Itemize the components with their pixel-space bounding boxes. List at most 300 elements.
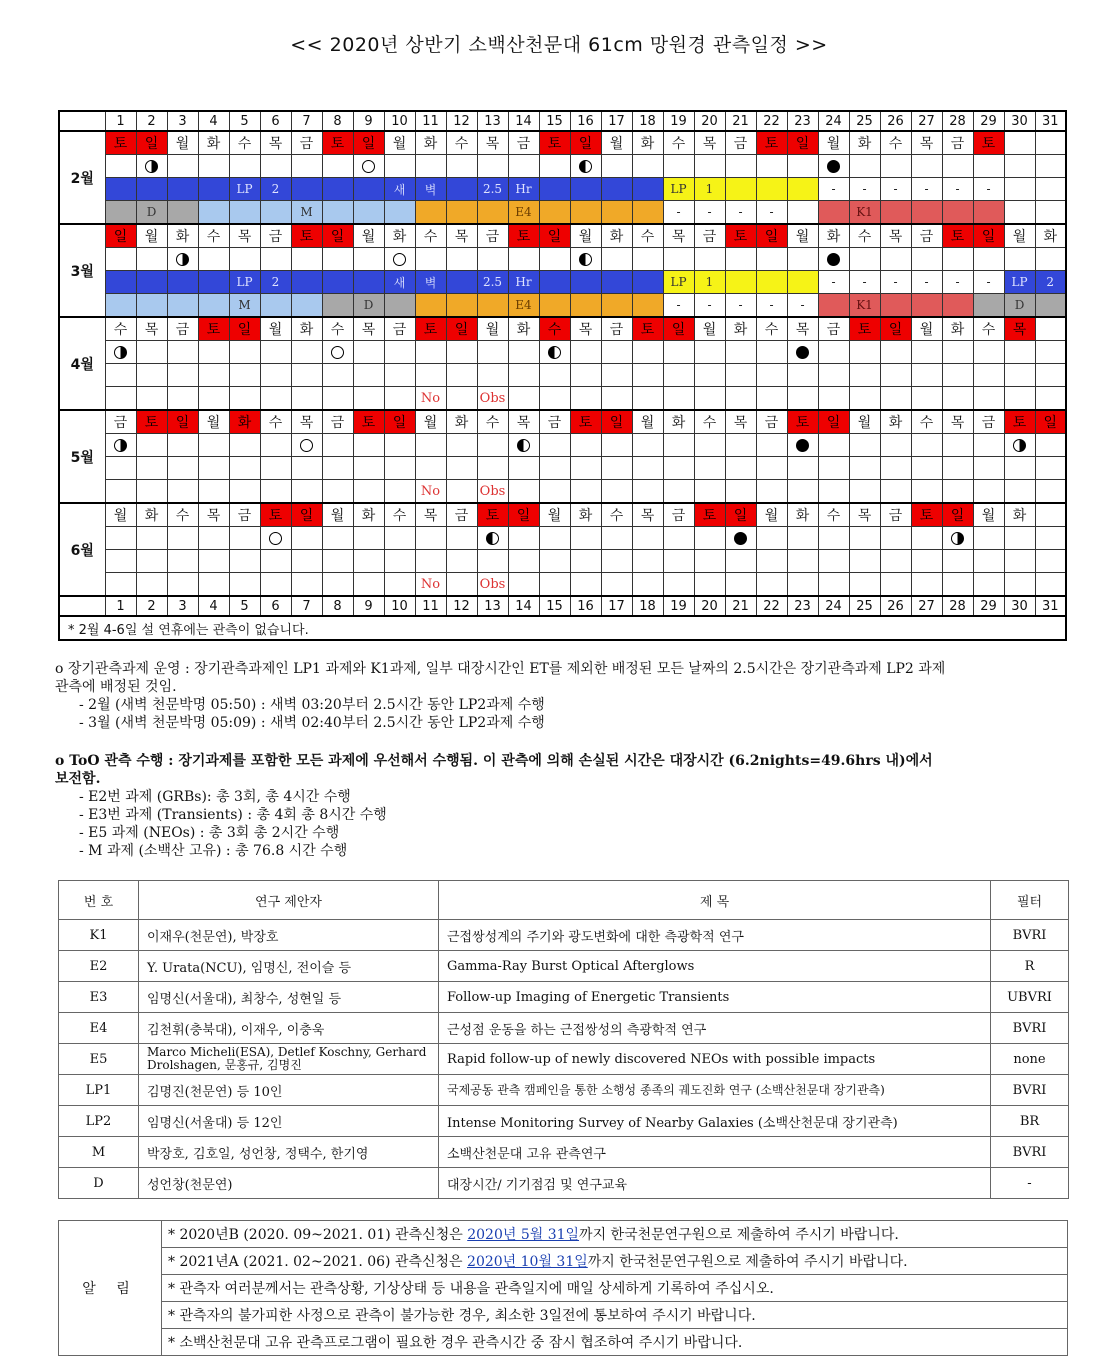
schedule-cell	[446, 201, 477, 225]
weekday-cell: 목	[663, 224, 694, 248]
schedule-cell	[880, 457, 911, 480]
schedule-cell	[756, 573, 787, 597]
schedule-cell	[663, 294, 694, 318]
weekday-cell: 토	[198, 317, 229, 341]
weekday-row	[59, 503, 1066, 527]
first-quarter-moon-icon	[114, 346, 127, 359]
schedule-label: 2.5	[482, 181, 503, 196]
project-title: 국제공동 관측 캠페인을 통한 소행성 종족의 궤도진화 연구 (소백산천문대 장기관측)	[439, 1075, 991, 1106]
project-id: E4	[59, 1013, 139, 1044]
weekday-cell: 화	[508, 317, 539, 341]
weekday-cell: 금	[260, 224, 291, 248]
schedule-cell	[756, 387, 787, 411]
schedule-label: 1	[705, 181, 714, 196]
schedule-cell	[880, 573, 911, 597]
schedule-row	[59, 387, 1066, 411]
weekday-cell: 수	[880, 131, 911, 155]
day-number: 4	[198, 596, 229, 616]
last-quarter-moon-icon	[486, 532, 499, 545]
first-quarter-moon-icon	[1013, 439, 1026, 452]
schedule-cell	[880, 271, 911, 294]
weekday-cell: 화	[787, 503, 818, 527]
schedule-cell	[322, 573, 353, 597]
weekday-cell: 토	[508, 224, 539, 248]
weekday-cell: 수	[260, 410, 291, 434]
schedule-cell	[725, 387, 756, 411]
day-number: 11	[415, 596, 446, 616]
schedule-label: LP	[670, 274, 687, 289]
weekday-cell: 토	[756, 131, 787, 155]
weekday-cell: 월	[756, 503, 787, 527]
project-table	[58, 880, 1069, 1199]
weekday-cell: 목	[849, 503, 880, 527]
weekday-cell: 일	[570, 131, 601, 155]
weekday-cell: 토	[973, 131, 1004, 155]
weekday-cell: 금	[880, 503, 911, 527]
schedule-cell	[694, 364, 725, 387]
schedule-cell	[942, 550, 973, 573]
schedule-cell	[353, 178, 384, 201]
schedule-cell	[756, 201, 787, 225]
schedule-cell	[477, 550, 508, 573]
schedule-cell	[229, 387, 260, 411]
project-who: 임명신(서울대), 최창수, 성현일 등	[139, 982, 439, 1013]
schedule-label: 벽	[424, 182, 437, 197]
schedule-cell	[663, 201, 694, 225]
schedule-label: -	[955, 181, 960, 196]
schedule-label: M	[238, 297, 251, 312]
weekday-cell: 목	[880, 224, 911, 248]
schedule-cell	[167, 364, 198, 387]
project-title: 근성점 운동을 하는 근접쌍성의 측광학적 연구	[439, 1013, 991, 1044]
notice-box	[58, 1220, 1068, 1356]
schedule-cell	[725, 201, 756, 225]
schedule-cell	[601, 550, 632, 573]
schedule-cell	[1004, 201, 1035, 225]
weekday-cell: 금	[229, 503, 260, 527]
weekday-cell: 수	[756, 317, 787, 341]
weekday-cell: 월	[849, 410, 880, 434]
lp-item: - 3월 (새벽 천문박명 05:09) : 새벽 02:40부터 2.5시간 동안 LP2과제 수행	[79, 715, 545, 731]
day-number: 25	[849, 111, 880, 131]
project-id: LP1	[59, 1075, 139, 1106]
schedule-cell	[291, 364, 322, 387]
schedule-cell	[105, 294, 136, 318]
schedule-cell	[973, 178, 1004, 201]
new-moon-icon	[827, 160, 840, 173]
weekday-cell: 월	[384, 131, 415, 155]
schedule-cell	[508, 550, 539, 573]
schedule-cell	[446, 387, 477, 411]
schedule-cell	[601, 201, 632, 225]
weekday-cell: 월	[818, 131, 849, 155]
schedule-cell	[973, 271, 1004, 294]
schedule-label: K1	[856, 204, 873, 219]
schedule-cell	[601, 387, 632, 411]
project-id: E5	[59, 1044, 139, 1075]
schedule-cell	[539, 480, 570, 504]
weekday-cell: 수	[322, 317, 353, 341]
schedule-cell	[353, 550, 384, 573]
day-number: 10	[384, 596, 415, 616]
schedule-cell	[663, 457, 694, 480]
weekday-cell: 토	[787, 410, 818, 434]
weekday-cell: 일	[167, 410, 198, 434]
table-row	[59, 982, 1069, 1013]
schedule-cell	[849, 201, 880, 225]
lp-line1: o 장기관측과제 운영 : 장기관측과제인 LP1 과제와 K1과제, 일부 대장시간인 ET를 제외한 배정된 모든 날짜의 2.5시간은 장기관측과제 LP2 과제	[55, 661, 946, 677]
weekday-cell: 일	[601, 410, 632, 434]
schedule-cell	[1035, 364, 1066, 387]
schedule-cell	[570, 387, 601, 411]
schedule-label: No	[420, 576, 441, 592]
schedule-label: No	[420, 390, 441, 406]
schedule-cell	[849, 364, 880, 387]
notice-line: * 관측자 여러분께서는 관측상황, 기상상태 등 내용을 관측일지에 매일 상세하게 기록하여 주십시오.	[162, 1275, 1068, 1302]
schedule-row	[59, 271, 1066, 294]
schedule-cell	[508, 457, 539, 480]
weekday-cell: 월	[477, 317, 508, 341]
weekday-cell: 토	[291, 224, 322, 248]
weekday-cell: 금	[291, 131, 322, 155]
weekday-cell: 월	[694, 317, 725, 341]
schedule-cell	[725, 294, 756, 318]
weekday-cell: 수	[477, 410, 508, 434]
weekday-cell: 토	[322, 131, 353, 155]
schedule-label: 1	[705, 274, 714, 289]
schedule-cell	[849, 457, 880, 480]
project-filter: BVRI	[991, 1137, 1069, 1168]
weekday-cell: 월	[322, 503, 353, 527]
table-row	[59, 1137, 1069, 1168]
schedule-cell	[539, 550, 570, 573]
first-quarter-moon-icon	[951, 532, 964, 545]
weekday-cell: 화	[942, 317, 973, 341]
schedule-label: -	[738, 297, 743, 312]
schedule-cell	[818, 573, 849, 597]
weekday-cell: 월	[911, 317, 942, 341]
schedule-label: Obs	[479, 576, 506, 592]
schedule-cell	[167, 271, 198, 294]
schedule-cell	[322, 294, 353, 318]
schedule-cell	[229, 364, 260, 387]
day-number: 1	[105, 111, 136, 131]
weekday-cell: 화	[353, 503, 384, 527]
schedule-label: D	[1014, 297, 1025, 312]
day-number: 26	[880, 111, 911, 131]
schedule-cell	[1035, 457, 1066, 480]
weekday-cell: 금	[942, 131, 973, 155]
schedule-label: -	[707, 204, 712, 219]
schedule-cell	[787, 387, 818, 411]
schedule-cell	[663, 480, 694, 504]
day-number: 26	[880, 596, 911, 616]
project-title: 근접쌍성계의 주기와 광도변화에 대한 측광학적 연구	[439, 920, 991, 951]
schedule-cell	[229, 480, 260, 504]
day-number: 18	[632, 596, 663, 616]
project-who: Y. Urata(NCU), 임명신, 전이슬 등	[139, 951, 439, 982]
schedule-cell	[291, 178, 322, 201]
project-title: Intense Monitoring Survey of Nearby Galaxies (소백산천문대 장기관측)	[439, 1106, 991, 1137]
schedule-cell	[136, 201, 167, 225]
month-label: 4월	[59, 317, 105, 410]
day-number: 20	[694, 111, 725, 131]
schedule-cell	[384, 178, 415, 201]
schedule-cell	[477, 294, 508, 318]
weekday-cell: 목	[198, 503, 229, 527]
weekday-cell: 일	[942, 503, 973, 527]
table-row	[59, 1044, 1069, 1075]
day-number: 27	[911, 596, 942, 616]
schedule-cell	[229, 201, 260, 225]
schedule-cell	[632, 178, 663, 201]
schedule-cell	[1035, 271, 1066, 294]
schedule-cell	[911, 573, 942, 597]
schedule-cell	[353, 573, 384, 597]
schedule-cell	[477, 364, 508, 387]
weekday-cell: 수	[632, 224, 663, 248]
schedule-cell	[880, 364, 911, 387]
schedule-label: -	[769, 297, 774, 312]
schedule-cell	[229, 271, 260, 294]
project-who: 임명신(서울대) 등 12인	[139, 1106, 439, 1137]
schedule-cell	[663, 387, 694, 411]
schedule-cell	[539, 457, 570, 480]
deadline-link[interactable]: 2020년 10월 31일	[467, 1254, 588, 1270]
schedule-cell	[818, 364, 849, 387]
day-number: 24	[818, 111, 849, 131]
schedule-cell	[725, 364, 756, 387]
day-number: 28	[942, 111, 973, 131]
schedule-row	[59, 178, 1066, 201]
weekday-cell: 토	[539, 131, 570, 155]
table-row	[59, 1075, 1069, 1106]
month-label: 5월	[59, 410, 105, 503]
notice-line: * 2021년A (2021. 02~2021. 06) 관측신청은 2020년 10월 31일까지 한국천문연구원으로 제출하여 주시기 바랍니다.	[162, 1248, 1068, 1275]
new-moon-icon	[827, 253, 840, 266]
schedule-cell	[322, 271, 353, 294]
schedule-label: 2.5	[482, 274, 503, 289]
schedule-cell	[1004, 457, 1035, 480]
day-number: 22	[756, 596, 787, 616]
schedule-cell	[632, 271, 663, 294]
schedule-cell	[322, 387, 353, 411]
schedule-cell	[1035, 178, 1066, 201]
schedule-cell	[136, 550, 167, 573]
day-number: 15	[539, 111, 570, 131]
schedule-cell	[911, 294, 942, 318]
schedule-cell	[663, 573, 694, 597]
schedule-cell	[632, 387, 663, 411]
schedule-cell	[787, 550, 818, 573]
schedule-cell	[818, 294, 849, 318]
schedule-cell	[291, 294, 322, 318]
schedule-cell	[105, 387, 136, 411]
schedule-cell	[415, 201, 446, 225]
weekday-cell: 목	[136, 317, 167, 341]
day-number: 6	[260, 111, 291, 131]
weekday-cell: 월	[353, 224, 384, 248]
weekday-cell: 금	[973, 410, 1004, 434]
schedule-label: Obs	[479, 483, 506, 499]
day-number: 21	[725, 111, 756, 131]
observation-calendar	[58, 110, 1067, 641]
schedule-cell	[725, 480, 756, 504]
weekday-cell: 화	[198, 131, 229, 155]
weekday-cell: 토	[632, 317, 663, 341]
day-number: 14	[508, 111, 539, 131]
schedule-label: -	[862, 274, 867, 289]
schedule-cell	[198, 271, 229, 294]
project-filter: R	[991, 951, 1069, 982]
weekday-cell: 화	[818, 224, 849, 248]
schedule-cell	[229, 573, 260, 597]
header-filter: 필터	[991, 881, 1069, 920]
schedule-row	[59, 457, 1066, 480]
schedule-cell	[911, 480, 942, 504]
weekday-cell: 수	[973, 317, 1004, 341]
too-item: - E5 과제 (NEOs) : 총 3회 총 2시간 수행	[79, 825, 340, 841]
schedule-cell	[508, 294, 539, 318]
day-number: 30	[1004, 111, 1035, 131]
weekday-cell: 월	[973, 503, 1004, 527]
schedule-cell	[632, 480, 663, 504]
day-number: 11	[415, 111, 446, 131]
schedule-cell	[1004, 294, 1035, 318]
schedule-cell	[260, 457, 291, 480]
weekday-row	[59, 224, 1066, 248]
schedule-cell	[539, 201, 570, 225]
schedule-cell	[942, 201, 973, 225]
schedule-cell	[601, 294, 632, 318]
schedule-cell	[198, 201, 229, 225]
weekday-cell: 화	[384, 224, 415, 248]
lp-line2: 관측에 배정된 것임.	[55, 679, 177, 695]
schedule-cell	[291, 457, 322, 480]
weekday-cell: 금	[384, 317, 415, 341]
weekday-cell: 화	[663, 410, 694, 434]
schedule-cell	[1004, 550, 1035, 573]
month-label: 3월	[59, 224, 105, 317]
full-moon-icon	[269, 532, 282, 545]
day-number: 6	[260, 596, 291, 616]
schedule-cell	[725, 178, 756, 201]
day-number: 24	[818, 596, 849, 616]
too-item: - E3번 과제 (Transients) : 총 4회 총 8시간 수행	[79, 807, 387, 823]
full-moon-icon	[362, 160, 375, 173]
weekday-cell: 금	[477, 224, 508, 248]
schedule-cell	[446, 480, 477, 504]
weekday-cell: 목	[508, 410, 539, 434]
project-filter: BVRI	[991, 1075, 1069, 1106]
weekday-cell: 일	[229, 317, 260, 341]
schedule-label: -	[986, 181, 991, 196]
weekday-cell: 일	[1035, 410, 1066, 434]
weekday-cell: 수	[105, 317, 136, 341]
schedule-label: -	[893, 181, 898, 196]
new-moon-icon	[796, 346, 809, 359]
page-title: << 2020년 상반기 소백산천문대 61cm 망원경 관측일정 >>	[290, 34, 828, 56]
weekday-cell	[1004, 131, 1035, 155]
schedule-cell	[632, 294, 663, 318]
day-number: 29	[973, 111, 1004, 131]
schedule-cell	[787, 271, 818, 294]
schedule-cell	[477, 480, 508, 504]
schedule-cell	[477, 178, 508, 201]
schedule-label: LP	[670, 181, 687, 196]
schedule-cell	[415, 480, 446, 504]
schedule-cell	[942, 178, 973, 201]
weekday-cell: 토	[911, 503, 942, 527]
project-title: 대장시간/ 기기점검 및 연구교육	[439, 1168, 991, 1199]
schedule-cell	[446, 573, 477, 597]
schedule-cell	[198, 550, 229, 573]
notice-head: 알 림	[59, 1221, 162, 1356]
weekday-cell: 토	[353, 410, 384, 434]
schedule-cell	[508, 178, 539, 201]
day-number: 3	[167, 111, 198, 131]
schedule-cell	[942, 573, 973, 597]
notice-line: * 2020년B (2020. 09~2021. 01) 관측신청은 2020년 5월 31일까지 한국천문연구원으로 제출하여 주시기 바랍니다.	[162, 1221, 1068, 1248]
weekday-cell: 금	[446, 503, 477, 527]
schedule-cell	[1035, 387, 1066, 411]
notice-line: * 소백산천문대 고유 관측프로그램이 필요한 경우 관측시간 중 잠시 협조하여 주시기 바랍니다.	[162, 1329, 1068, 1356]
schedule-cell	[632, 457, 663, 480]
deadline-link[interactable]: 2020년 5월 31일	[467, 1227, 580, 1243]
weekday-cell: 화	[167, 224, 198, 248]
weekday-cell: 월	[105, 503, 136, 527]
schedule-cell	[446, 550, 477, 573]
schedule-cell	[260, 550, 291, 573]
schedule-cell	[446, 457, 477, 480]
schedule-cell	[911, 364, 942, 387]
weekday-cell: 목	[911, 131, 942, 155]
schedule-label: D	[146, 204, 157, 219]
schedule-cell	[167, 294, 198, 318]
moon-row	[59, 341, 1066, 364]
schedule-label: D	[363, 297, 374, 312]
project-who: 성언창(천문연)	[139, 1168, 439, 1199]
weekday-cell	[1035, 131, 1066, 155]
schedule-cell	[570, 550, 601, 573]
schedule-cell	[694, 271, 725, 294]
schedule-cell	[415, 457, 446, 480]
day-number: 3	[167, 596, 198, 616]
schedule-cell	[570, 294, 601, 318]
schedule-cell	[136, 178, 167, 201]
schedule-cell	[446, 364, 477, 387]
project-who: 박장호, 김호일, 성언창, 정택수, 한기영	[139, 1137, 439, 1168]
schedule-cell	[198, 294, 229, 318]
schedule-cell	[260, 387, 291, 411]
schedule-cell	[260, 364, 291, 387]
schedule-cell	[632, 573, 663, 597]
schedule-cell	[167, 457, 198, 480]
schedule-cell	[1004, 387, 1035, 411]
project-id: E2	[59, 951, 139, 982]
schedule-label: -	[924, 181, 929, 196]
schedule-cell	[570, 271, 601, 294]
schedule-cell	[477, 387, 508, 411]
weekday-cell: 토	[849, 317, 880, 341]
schedule-label: 새	[393, 275, 406, 290]
schedule-cell	[415, 294, 446, 318]
weekday-cell: 금	[756, 410, 787, 434]
schedule-label: -	[769, 204, 774, 219]
schedule-cell	[601, 271, 632, 294]
schedule-cell	[694, 294, 725, 318]
schedule-cell	[539, 364, 570, 387]
